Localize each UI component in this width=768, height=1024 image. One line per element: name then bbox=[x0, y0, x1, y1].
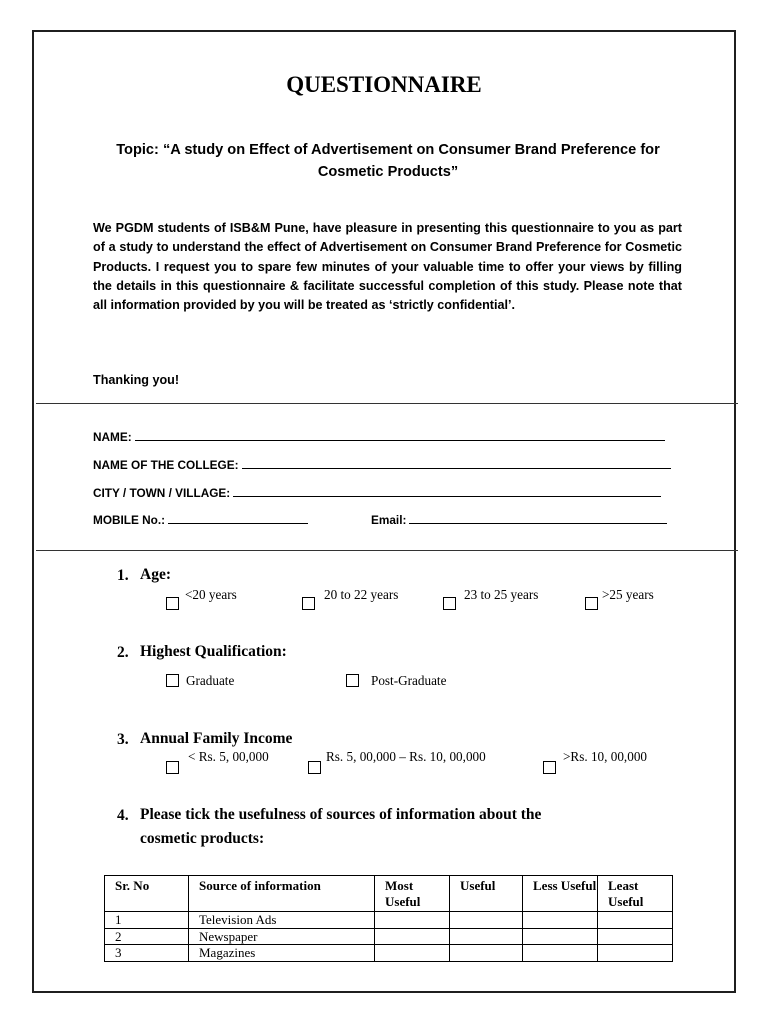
q3-option-2-checkbox[interactable] bbox=[308, 761, 321, 774]
name-input-line[interactable] bbox=[135, 429, 665, 441]
topic-heading bbox=[92, 139, 684, 183]
header-most-useful: Most Useful bbox=[375, 876, 450, 912]
q1-option-3-label: 23 to 25 years bbox=[464, 587, 539, 602]
q1-option-3-checkbox[interactable] bbox=[443, 597, 456, 610]
q3-option-3-checkbox[interactable] bbox=[543, 761, 556, 774]
divider-top bbox=[36, 403, 738, 404]
q1-option-2-label: 20 to 22 years bbox=[324, 587, 399, 602]
row-source: Magazines bbox=[189, 945, 375, 962]
q3-option-1-label: < Rs. 5, 00,000 bbox=[188, 749, 269, 764]
email-field[interactable] bbox=[371, 512, 667, 527]
college-field[interactable] bbox=[93, 457, 671, 472]
mobile-label: MOBILE No.: bbox=[93, 513, 166, 527]
q2-option-1-label: Graduate bbox=[186, 673, 235, 688]
thanks-text: Thanking you! bbox=[93, 373, 180, 387]
row-sr-no: 1 bbox=[105, 912, 189, 929]
topic-line-2: Cosmetic Products” bbox=[317, 164, 459, 180]
q2-option-1-checkbox[interactable] bbox=[166, 674, 179, 687]
q1-text: Age: bbox=[140, 566, 171, 583]
header-sr-no: Sr. No bbox=[105, 876, 189, 912]
name-field[interactable] bbox=[93, 429, 665, 444]
q3-number: 3. bbox=[117, 731, 129, 748]
q1-option-1-checkbox[interactable] bbox=[166, 597, 179, 610]
city-label: CITY / TOWN / VILLAGE: bbox=[93, 486, 231, 500]
mobile-input-line[interactable] bbox=[168, 512, 308, 524]
table-row bbox=[105, 928, 673, 945]
q1-option-4-checkbox[interactable] bbox=[585, 597, 598, 610]
city-input-line[interactable] bbox=[233, 485, 661, 497]
q4-text-line-2: cosmetic products: bbox=[140, 830, 265, 847]
city-field[interactable] bbox=[93, 485, 661, 500]
college-label: NAME OF THE COLLEGE: bbox=[93, 458, 239, 472]
row-less-useful-cell[interactable] bbox=[523, 912, 598, 929]
header-less-useful: Less Useful bbox=[523, 876, 598, 912]
table-header-row bbox=[105, 876, 673, 912]
row-source: Television Ads bbox=[189, 912, 375, 929]
q2-text: Highest Qualification: bbox=[140, 643, 287, 660]
q3-option-1-checkbox[interactable] bbox=[166, 761, 179, 774]
header-least-useful: Least Useful bbox=[598, 876, 673, 912]
q3-text: Annual Family Income bbox=[140, 730, 293, 747]
q1-option-4-label: >25 years bbox=[602, 587, 654, 602]
q4-number: 4. bbox=[117, 807, 129, 824]
topic-line-1: Topic: “A study on Effect of Advertisement on Consumer Brand Preference for bbox=[116, 142, 660, 158]
table-row bbox=[105, 945, 673, 962]
q3-option-2-label: Rs. 5, 00,000 – Rs. 10, 00,000 bbox=[326, 749, 486, 764]
row-useful-cell[interactable] bbox=[450, 928, 523, 945]
q3-option-3-label: >Rs. 10, 00,000 bbox=[563, 749, 648, 764]
header-useful: Useful bbox=[450, 876, 523, 912]
mobile-field[interactable] bbox=[93, 512, 308, 527]
q2-option-2-checkbox[interactable] bbox=[346, 674, 359, 687]
name-label: NAME: bbox=[93, 430, 132, 444]
sources-table bbox=[104, 875, 673, 962]
row-least-useful-cell[interactable] bbox=[598, 928, 673, 945]
row-useful-cell[interactable] bbox=[450, 912, 523, 929]
college-input-line[interactable] bbox=[242, 457, 671, 469]
row-less-useful-cell[interactable] bbox=[523, 945, 598, 962]
email-input-line[interactable] bbox=[409, 512, 667, 524]
page-title: QUESTIONNAIRE bbox=[286, 72, 482, 97]
q2-number: 2. bbox=[117, 644, 129, 661]
email-label: Email: bbox=[371, 513, 407, 527]
table-row bbox=[105, 912, 673, 929]
row-less-useful-cell[interactable] bbox=[523, 928, 598, 945]
q1-option-2-checkbox[interactable] bbox=[302, 597, 315, 610]
q4-text bbox=[140, 803, 541, 851]
row-source: Newspaper bbox=[189, 928, 375, 945]
row-most-useful-cell[interactable] bbox=[375, 945, 450, 962]
q1-option-1-label: <20 years bbox=[185, 587, 237, 602]
row-useful-cell[interactable] bbox=[450, 945, 523, 962]
divider-bottom bbox=[36, 550, 738, 551]
q1-number: 1. bbox=[117, 567, 129, 584]
row-most-useful-cell[interactable] bbox=[375, 928, 450, 945]
row-most-useful-cell[interactable] bbox=[375, 912, 450, 929]
q2-option-2-label: Post-Graduate bbox=[371, 673, 447, 688]
row-least-useful-cell[interactable] bbox=[598, 912, 673, 929]
row-sr-no: 2 bbox=[105, 928, 189, 945]
q4-text-line-1: Please tick the usefulness of sources of information about the bbox=[140, 806, 542, 823]
intro-paragraph: We PGDM students of ISB&M Pune, have pleasure in presenting this questionnaire to you as part of a study to understand the effect of Advertisement on Consumer Brand Preference for Cosmetic Products. I request you to spare few minutes of your valuable time to offer your views by filling the details in this questionnaire & facilitate successful completion of this study. Please note that all information provided by you will be treated as ‘strictly confidential’. bbox=[93, 221, 682, 313]
header-source: Source of information bbox=[189, 876, 375, 912]
row-sr-no: 3 bbox=[105, 945, 189, 962]
row-least-useful-cell[interactable] bbox=[598, 945, 673, 962]
